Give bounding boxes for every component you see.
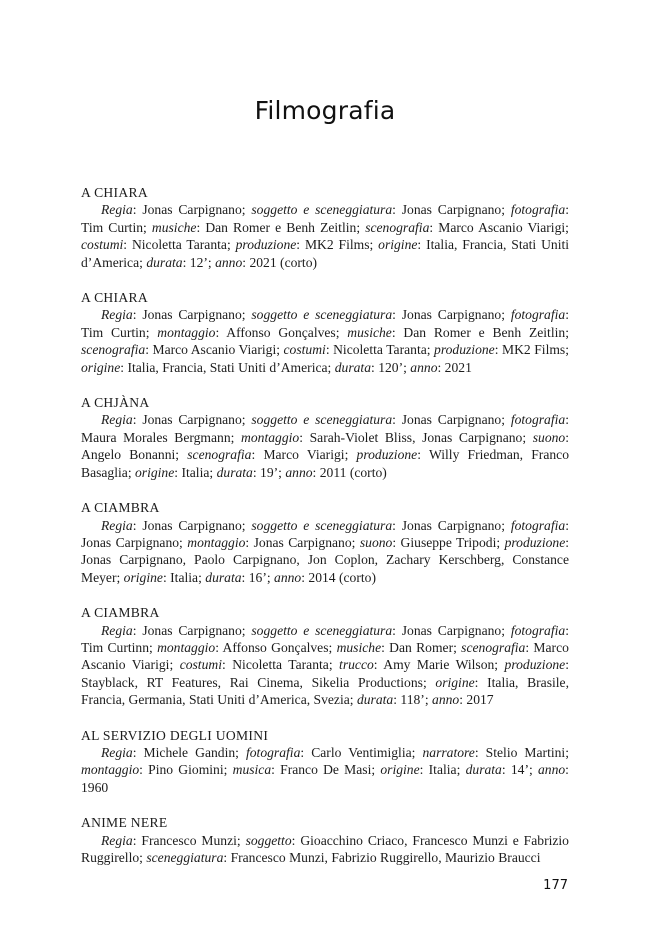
credit-label: montaggio [81,762,140,778]
credit-label: durata [216,464,253,480]
credit-value: Jonas Carpignano [142,517,242,533]
credit-value: Affonso Gonçalves [226,324,336,340]
credit-label: Regia [101,412,133,428]
credit-label: trucco [339,657,374,673]
credit-label: fotografia [510,622,566,638]
credit-label: fotografia [510,412,566,428]
credit-label: scenografia [365,219,430,235]
film-entry [81,727,569,797]
film-credits: Regia: Jonas Carpignano; soggetto e sceneggiatura: Jonas Carpignano; fotografia: Tim Curtinn; montaggio: Affonso Gonçalves; musiche: Dan Romer; scenografia: Marco Ascanio Viarigi; costumi: Nicoletta Taranta; trucco: Amy Marie Wilson; produzione: Stayblack, RT Features, Rai Cinema, Sikelia Productions; origine: Italia, Brasile, Francia, Germania, Stati Uniti d’America, Svezia; durata: 118’; anno: 2017 [81,622,569,708]
credit-label: produzione [434,342,495,358]
credit-value: Maura Morales Bergmann [81,429,231,445]
credit-value: Dan Romer e Benh Zeitlin [205,219,357,235]
credit-value: Italia, Brasile, Francia, Germania, Stati Uniti d’America, Svezia [81,674,569,708]
credit-value: Affonso Gonçalves [222,639,329,655]
credit-label: Regia [101,622,133,638]
credit-value: 2021 [444,359,472,375]
credit-value: Gioacchino Criaco, Francesco Munzi e Fabrizio Ruggirello [81,832,569,865]
credit-value: 2014 (corto) [308,569,376,585]
credit-label: Regia [101,202,133,218]
credit-label: anno [215,254,243,270]
credit-value: Jonas Carpignano [142,622,242,638]
credit-label: montaggio [157,639,216,655]
credit-value: Francesco Munzi, Fabrizio Ruggirello, Maurizio Braucci [230,850,541,865]
credit-value: Pino Giomini [148,762,224,778]
credit-label: musiche [151,219,197,235]
credit-label: soggetto e sceneggiatura [251,307,393,323]
credit-label: suono [532,429,566,445]
credit-value: Giuseppe Tripodi [400,534,497,550]
credit-label: origine [435,674,475,690]
credit-label: montaggio [157,324,216,340]
credit-value: 14’ [510,762,529,778]
credit-label: suono [359,534,393,550]
credit-label: origine [123,569,163,585]
credit-label: anno [432,692,460,708]
credit-value: Michele Gandin [143,744,236,760]
credit-value: Jonas Carpignano [81,534,180,550]
film-credits: Regia: Jonas Carpignano; soggetto e sceneggiatura: Jonas Carpignano; fotografia: Tim Curtin; musiche: Dan Romer e Benh Zeitlin; scenografia: Marco Ascanio Viarigi; costumi: Nicoletta Taranta; produzione: MK2 Films; origine: Italia, Francia, Stati Uniti d’America; durata: 12’; anno: 2021 (corto) [81,202,570,270]
credit-label: origine [378,237,418,253]
credit-label: Regia [101,744,133,760]
credit-label: scenografia [461,639,526,655]
credit-label: durata [334,359,371,375]
credit-label: anno [274,569,302,585]
film-title: A CIAMBRA [81,500,160,516]
credit-value: Jonas Carpignano [401,412,502,428]
credit-value: Amy Marie Wilson [383,657,495,673]
credit-label: fotografia [510,202,566,218]
credit-value: Tim Curtin [81,219,144,235]
film-title: A CHJÀNA [81,395,150,411]
credit-label: sceneggiatura [146,850,224,865]
film-entry [81,184,569,271]
credit-label: durata [356,692,394,708]
credit-value: Jonas Carpignano [401,307,502,323]
credit-label: origine [135,464,175,480]
credit-value: Marco Ascanio Viarigi [81,639,569,673]
credit-label: soggetto [245,832,292,848]
credit-value: Sarah-Violet Bliss, Jonas Carpignano [309,429,523,445]
credit-label: Regia [101,307,133,323]
credit-value: 2021 (corto) [249,254,318,270]
credit-label: fotografia [510,307,566,323]
credit-value: MK2 Films [304,237,370,253]
credit-label: anno [285,464,313,480]
credit-value: Jonas Carpignano [142,202,242,218]
film-credits: Regia: Jonas Carpignano; soggetto e sceneggiatura: Jonas Carpignano; fotografia: Tim Curtin; montaggio: Affonso Gonçalves; musiche: Dan Romer e Benh Zeitlin; scenografia: Marco Ascanio Viarigi; costumi: Nicoletta Taranta; produzione: MK2 Films; origine: Italia, Francia, Stati Uniti d’America; durata: 120’; anno: 2021 [81,307,569,375]
credit-value: Willy Friedman, Franco Basaglia [81,447,569,480]
credit-value: Dan Romer [389,639,454,655]
credit-value: Jonas Carpignano [253,534,352,550]
credit-label: soggetto e sceneggiatura [251,202,393,218]
credit-value: Italia [428,762,457,778]
film-credits: Regia: Michele Gandin; fotografia: Carlo Ventimiglia; narratore: Stelio Martini; montaggio: Pino Giomini; musica: Franco De Masi; origine: Italia; durata: 14’; anno: 1960 [81,744,569,795]
credit-value: Stayblack, RT Features, Rai Cinema, Sikelia Productions [81,674,423,690]
credit-label: montaggio [241,429,300,445]
film-title: ANIME NERE [81,815,168,831]
filmography-list [81,184,569,884]
credit-value: Jonas Carpignano [401,202,502,218]
credit-label: costumi [179,657,222,673]
credit-label: durata [465,762,502,778]
credit-value: 120’ [378,359,404,375]
credit-label: musiche [336,639,382,655]
credit-value: Francesco Munzi [141,832,237,848]
film-entry [81,604,569,708]
credit-label: anno [410,359,438,375]
credit-value: Italia [170,569,199,585]
film-entry [81,289,569,376]
credit-value: Tim Curtinn [81,639,149,655]
film-entry [81,814,569,866]
credit-value: Nicoletta Taranta [333,342,427,358]
credit-label: Regia [101,832,133,848]
credit-label: musiche [347,324,392,340]
page-number: 177 [543,878,568,893]
film-entry [81,499,569,586]
credit-label: anno [537,762,566,778]
credit-value: Jonas Carpignano [142,307,242,323]
credit-value: 118’ [400,692,425,708]
credit-value: Italia [181,464,210,480]
film-title: AL SERVIZIO DEGLI UOMINI [81,727,269,743]
credit-label: origine [81,359,121,375]
credit-value: 2017 [466,692,494,708]
credit-value: Italia, Francia, Stati Uniti d’America [127,359,328,375]
credit-value: Stelio Martini [485,744,566,760]
credit-value: Jonas Carpignano [401,517,502,533]
film-entry [81,394,569,481]
film-credits: Regia: Jonas Carpignano; soggetto e sceneggiatura: Jonas Carpignano; fotografia: Jonas Carpignano; montaggio: Jonas Carpignano; suono: Giuseppe Tripodi; produzione: Jonas Carpignano, Paolo Carpignano, Jon Coplon, Zachary Kerschberg, Constance Meyer; origine: Italia; durata: 16’; anno: 2014 (corto) [81,517,570,585]
credit-value: Marco Viarigi [263,447,345,463]
credit-value: Jonas Carpignano [401,622,502,638]
credit-label: produzione [356,447,418,463]
credit-label: musica [232,762,272,778]
credit-label: produzione [504,657,566,673]
credit-value: Jonas Carpignano, Paolo Carpignano, Jon Coplon, Zachary Kerschberg, Constance Meyer [81,552,569,585]
credit-label: fotografia [245,744,301,760]
credit-label: costumi [283,342,326,358]
credit-label: produzione [235,237,297,253]
page-title: Filmografia [254,96,396,125]
credit-label: costumi [81,237,124,253]
film-title: A CHIARA [81,290,148,306]
credit-label: scenografia [187,447,252,463]
credit-label: origine [380,762,420,778]
credit-label: durata [205,569,242,585]
credit-value: MK2 Films [502,342,566,358]
credit-value: Italia, Francia, Stati Uniti d’America [81,237,570,270]
credit-label: fotografia [510,517,566,533]
credit-value: Marco Ascanio Viarigi [438,219,566,235]
credit-label: soggetto e sceneggiatura [251,412,393,428]
film-title: A CIAMBRA [81,605,160,621]
credit-label: narratore [422,744,475,760]
film-title: A CHIARA [81,185,148,200]
credit-value: Nicoletta Taranta [232,657,329,673]
credit-value: Franco De Masi [280,762,372,778]
credit-value: 2011 (corto) [319,464,387,480]
credit-label: Regia [101,517,133,533]
credit-value: 12’ [189,254,208,270]
credit-label: montaggio [187,534,246,550]
credit-value: Nicoletta Taranta [131,237,227,253]
credit-value: 19’ [260,464,279,480]
credit-value: 16’ [248,569,267,585]
credit-label: produzione [504,534,566,550]
credit-value: Carlo Ventimiglia [311,744,412,760]
credit-label: soggetto e sceneggiatura [251,517,393,533]
credit-label: durata [146,254,183,270]
credit-label: soggetto e sceneggiatura [251,622,393,638]
credit-value: Angelo Bonanni [81,447,176,463]
credit-value: Dan Romer e Benh Zeitlin [403,324,566,340]
credit-value: Marco Ascanio Viarigi [152,342,277,358]
credit-value: 1960 [81,779,109,795]
credit-value: Tim Curtin [81,324,146,340]
credit-label: scenografia [81,342,146,358]
film-credits: Regia: Jonas Carpignano; soggetto e sceneggiatura: Jonas Carpignano; fotografia: Maura Morales Bergmann; montaggio: Sarah-Violet Bliss, Jonas Carpignano; suono: Angelo Bonanni; scenografia: Marco Viarigi; produzione: Willy Friedman, Franco Basaglia; origine: Italia; durata: 19’; anno: 2011 (corto) [81,412,569,480]
film-credits: Regia: Francesco Munzi; soggetto: Gioacchino Criaco, Francesco Munzi e Fabrizio Ruggirello; sceneggiatura: Francesco Munzi, Fabrizio Ruggirello, Maurizio Braucci [81,832,569,865]
credit-value: Jonas Carpignano [142,412,242,428]
